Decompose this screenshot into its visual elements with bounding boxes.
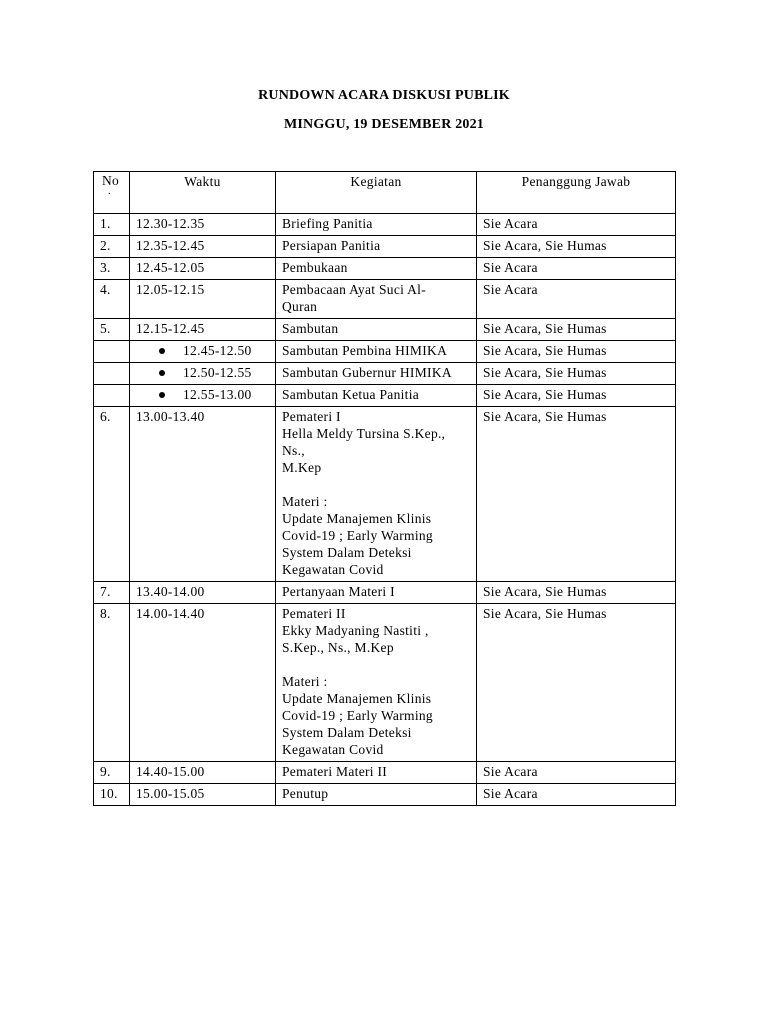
kegiatan-line: Quran [282, 299, 318, 314]
kegiatan-line: Covid-19 ; Early Warming [282, 528, 433, 543]
table-row [94, 407, 676, 582]
bullet-icon [159, 392, 165, 398]
document-date: MINGGU, 19 DESEMBER 2021 [283, 117, 485, 132]
cell-waktu: 15.00-15.05 [130, 784, 276, 806]
cell-kegiatan [276, 341, 477, 363]
cell-no: 8. [94, 604, 130, 762]
table-body [94, 214, 676, 806]
sub-item-time [136, 364, 269, 381]
cell-kegiatan [276, 784, 477, 806]
cell-no [94, 341, 130, 363]
cell-penanggung-jawab: Sie Acara, Sie Humas [477, 407, 676, 582]
cell-waktu: 14.00-14.40 [130, 604, 276, 762]
kegiatan-line: Persiapan Panitia [282, 238, 381, 253]
line-gap [282, 656, 470, 673]
cell-no: 3. [94, 258, 130, 280]
table-row [94, 784, 676, 806]
cell-kegiatan [276, 762, 477, 784]
kegiatan-line: Materi : [282, 494, 328, 509]
cell-penanggung-jawab: Sie Acara, Sie Humas [477, 604, 676, 762]
table-row [94, 236, 676, 258]
cell-waktu: 14.40-15.00 [130, 762, 276, 784]
kegiatan-line: Materi : [282, 674, 328, 689]
kegiatan-line: System Dalam Deteksi [282, 725, 412, 740]
table-row [94, 385, 676, 407]
cell-waktu [130, 385, 276, 407]
cell-no: 10. [94, 784, 130, 806]
cell-penanggung-jawab: Sie Acara [477, 784, 676, 806]
cell-no: 9. [94, 762, 130, 784]
cell-no [94, 385, 130, 407]
cell-penanggung-jawab: Sie Acara, Sie Humas [477, 582, 676, 604]
table-row [94, 762, 676, 784]
cell-kegiatan [276, 258, 477, 280]
kegiatan-line: M.Kep [282, 460, 322, 475]
table-row [94, 341, 676, 363]
rundown-table [93, 171, 676, 806]
kegiatan-line: Update Manajemen Klinis [282, 511, 432, 526]
cell-kegiatan [276, 407, 477, 582]
cell-no: 6. [94, 407, 130, 582]
cell-no: 5. [94, 319, 130, 341]
table-row [94, 280, 676, 319]
cell-no: 2. [94, 236, 130, 258]
cell-waktu: 12.35-12.45 [130, 236, 276, 258]
cell-no [94, 363, 130, 385]
cell-kegiatan [276, 214, 477, 236]
cell-kegiatan [276, 582, 477, 604]
kegiatan-line: Pemateri Materi II [282, 764, 388, 779]
cell-kegiatan [276, 236, 477, 258]
cell-penanggung-jawab: Sie Acara [477, 762, 676, 784]
header-no-dot: . [108, 186, 111, 197]
table-row [94, 214, 676, 236]
kegiatan-line: Sambutan Gubernur HIMIKA [282, 365, 452, 380]
table-row [94, 604, 676, 762]
kegiatan-line: Pertanyaan Materi I [282, 584, 395, 599]
cell-kegiatan [276, 363, 477, 385]
cell-penanggung-jawab: Sie Acara, Sie Humas [477, 341, 676, 363]
kegiatan-line: Sambutan [282, 321, 339, 336]
kegiatan-line: Update Manajemen Klinis [282, 691, 432, 706]
table-header-row [94, 172, 676, 214]
kegiatan-line: Kegawatan Covid [282, 742, 384, 757]
cell-waktu [130, 341, 276, 363]
cell-no: 7. [94, 582, 130, 604]
line-gap [282, 476, 470, 493]
header-no [94, 172, 130, 214]
table-row [94, 363, 676, 385]
cell-penanggung-jawab: Sie Acara, Sie Humas [477, 236, 676, 258]
header-no-label: No [102, 173, 120, 188]
kegiatan-line: Covid-19 ; Early Warming [282, 708, 433, 723]
cell-kegiatan [276, 280, 477, 319]
table-row [94, 319, 676, 341]
cell-penanggung-jawab: Sie Acara [477, 214, 676, 236]
cell-waktu: 12.05-12.15 [130, 280, 276, 319]
table-row [94, 258, 676, 280]
cell-no: 4. [94, 280, 130, 319]
cell-waktu: 12.15-12.45 [130, 319, 276, 341]
kegiatan-line: Hella Meldy Tursina S.Kep., [282, 426, 446, 441]
kegiatan-line: Penutup [282, 786, 329, 801]
kegiatan-line: Pembacaan Ayat Suci Al- [282, 282, 427, 297]
cell-penanggung-jawab: Sie Acara [477, 280, 676, 319]
header-penanggung-jawab: Penanggung Jawab [477, 172, 676, 214]
cell-penanggung-jawab: Sie Acara, Sie Humas [477, 385, 676, 407]
kegiatan-line: Ekky Madyaning Nastiti , [282, 623, 429, 638]
document-title: RUNDOWN ACARA DISKUSI PUBLIK [258, 88, 510, 103]
sub-item-time [136, 386, 269, 403]
sub-item-time [136, 342, 269, 359]
kegiatan-line: Briefing Panitia [282, 216, 373, 231]
bullet-icon [159, 348, 165, 354]
kegiatan-line: S.Kep., Ns., M.Kep [282, 640, 394, 655]
kegiatan-line: Sambutan Pembina HIMIKA [282, 343, 448, 358]
cell-kegiatan [276, 604, 477, 762]
header-kegiatan: Kegiatan [276, 172, 477, 214]
cell-penanggung-jawab: Sie Acara [477, 258, 676, 280]
cell-waktu: 13.40-14.00 [130, 582, 276, 604]
time-text: 12.55-13.00 [183, 387, 252, 402]
cell-waktu: 13.00-13.40 [130, 407, 276, 582]
time-text: 12.50-12.55 [183, 365, 252, 380]
cell-kegiatan [276, 319, 477, 341]
bullet-icon [159, 370, 165, 376]
cell-penanggung-jawab: Sie Acara, Sie Humas [477, 319, 676, 341]
cell-waktu [130, 363, 276, 385]
kegiatan-line: Sambutan Ketua Panitia [282, 387, 420, 402]
cell-no: 1. [94, 214, 130, 236]
kegiatan-line: Pembukaan [282, 260, 348, 275]
time-text: 12.45-12.50 [183, 343, 252, 358]
kegiatan-line: Pemateri I [282, 409, 341, 424]
cell-penanggung-jawab: Sie Acara, Sie Humas [477, 363, 676, 385]
header-waktu: Waktu [130, 172, 276, 214]
kegiatan-line: Ns., [282, 443, 305, 458]
cell-kegiatan [276, 385, 477, 407]
kegiatan-line: Pemateri II [282, 606, 346, 621]
cell-waktu: 12.45-12.05 [130, 258, 276, 280]
table-row [94, 582, 676, 604]
kegiatan-line: System Dalam Deteksi [282, 545, 412, 560]
cell-waktu: 12.30-12.35 [130, 214, 276, 236]
kegiatan-line: Kegawatan Covid [282, 562, 384, 577]
